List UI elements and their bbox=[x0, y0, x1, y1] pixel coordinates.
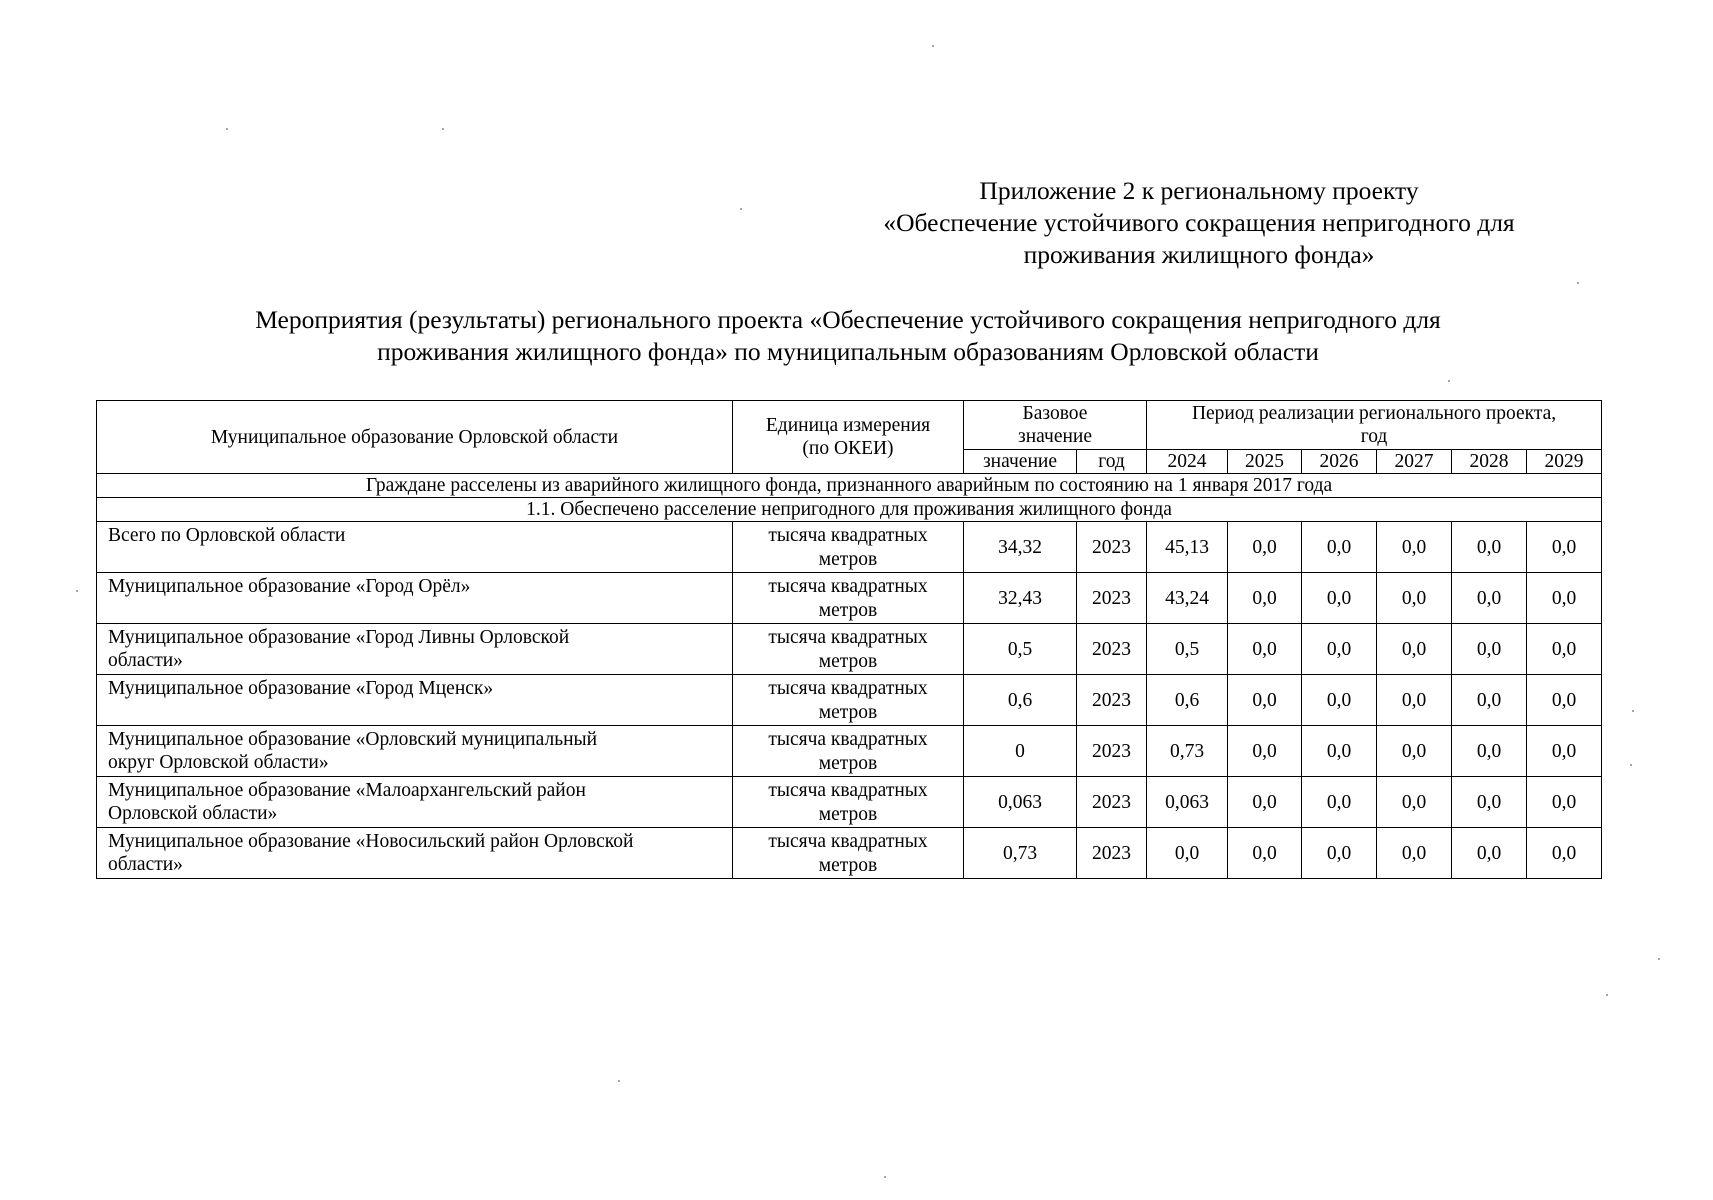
header-year-2027: 2027 bbox=[1377, 450, 1452, 474]
scan-speck bbox=[1632, 710, 1634, 712]
year-value-cell: 0,0 bbox=[1452, 828, 1527, 879]
municipality-name-line: Всего по Орловской области bbox=[108, 525, 346, 546]
base-year-cell: 2023 bbox=[1077, 777, 1147, 828]
municipality-name bbox=[97, 777, 733, 828]
year-value-cell: 0,73 bbox=[1147, 726, 1228, 777]
table-row bbox=[97, 624, 1602, 675]
municipality-name-line: Муниципальное образование «Орловский муниципальный bbox=[108, 729, 598, 750]
year-value-cell: 0,0 bbox=[1527, 522, 1602, 573]
scan-speck bbox=[76, 590, 78, 592]
year-value-cell: 0,0 bbox=[1452, 624, 1527, 675]
subsection-title: 1.1. Обеспечено расселение непригодного для проживания жилищного фонда bbox=[97, 498, 1602, 522]
year-value-cell: 0,0 bbox=[1302, 828, 1377, 879]
municipality-name-line: области» bbox=[108, 854, 183, 875]
year-value-cell: 0,0 bbox=[1377, 726, 1452, 777]
table-row bbox=[97, 828, 1602, 879]
scan-speck bbox=[740, 208, 742, 210]
table-row bbox=[97, 522, 1602, 573]
header-year-2029: 2029 bbox=[1527, 450, 1602, 474]
scan-speck bbox=[1630, 764, 1632, 766]
year-value-cell: 0,063 bbox=[1147, 777, 1228, 828]
header-base: Базовое значение bbox=[964, 401, 1147, 450]
year-value-cell: 0,0 bbox=[1377, 675, 1452, 726]
header-period: Период реализации регионального проекта, год bbox=[1147, 401, 1602, 450]
base-year-cell: 2023 bbox=[1077, 522, 1147, 573]
municipality-name bbox=[97, 522, 733, 573]
base-value-cell: 0,6 bbox=[964, 675, 1077, 726]
year-value-cell: 0,0 bbox=[1302, 675, 1377, 726]
header-year: год bbox=[1077, 450, 1147, 474]
year-value-cell: 0,0 bbox=[1228, 624, 1302, 675]
scan-speck bbox=[932, 45, 934, 47]
municipality-name bbox=[97, 726, 733, 777]
section-row bbox=[97, 474, 1602, 498]
base-year-cell: 2023 bbox=[1077, 675, 1147, 726]
subsection-row bbox=[97, 498, 1602, 522]
year-value-cell: 0,0 bbox=[1147, 828, 1228, 879]
header-value: значение bbox=[964, 450, 1077, 474]
header-row bbox=[97, 401, 1602, 450]
base-value-cell: 34,32 bbox=[964, 522, 1077, 573]
year-value-cell: 0,0 bbox=[1377, 828, 1452, 879]
year-value-cell: 0,0 bbox=[1228, 522, 1302, 573]
base-value-cell: 32,43 bbox=[964, 573, 1077, 624]
base-value-cell: 0 bbox=[964, 726, 1077, 777]
scan-speck bbox=[1606, 994, 1608, 996]
base-value-cell: 0,73 bbox=[964, 828, 1077, 879]
municipality-name-line: округ Орловской области» bbox=[108, 752, 329, 773]
table-row bbox=[97, 675, 1602, 726]
appendix-line: «Обеспечение устойчивого сокращения непригодного для bbox=[883, 208, 1515, 237]
base-value-cell: 0,063 bbox=[964, 777, 1077, 828]
year-value-cell: 0,0 bbox=[1228, 675, 1302, 726]
section-title: Граждане расселены из аварийного жилищного фонда, признанного аварийным по состоянию на 1 января 2017 года bbox=[97, 474, 1602, 498]
year-value-cell: 0,0 bbox=[1302, 624, 1377, 675]
year-value-cell: 0,0 bbox=[1452, 522, 1527, 573]
unit-cell: тысяча квадратных метров bbox=[733, 522, 964, 573]
municipality-name-line: Муниципальное образование «Город Ливны Орловской bbox=[108, 627, 570, 648]
municipality-name-line: Муниципальное образование «Город Орёл» bbox=[108, 576, 471, 597]
year-value-cell: 0,0 bbox=[1527, 828, 1602, 879]
year-value-cell: 0,0 bbox=[1377, 573, 1452, 624]
scan-speck bbox=[884, 1176, 886, 1178]
year-value-cell: 0,0 bbox=[1452, 573, 1527, 624]
municipality-name bbox=[97, 573, 733, 624]
title-line: Мероприятия (результаты) регионального проекта «Обеспечение устойчивого сокращения непригодного для bbox=[255, 305, 1441, 334]
municipality-name-line: Орловской области» bbox=[108, 803, 278, 824]
unit-cell: тысяча квадратных метров bbox=[733, 573, 964, 624]
year-value-cell: 0,0 bbox=[1228, 828, 1302, 879]
unit-cell: тысяча квадратных метров bbox=[733, 675, 964, 726]
appendix-line: Приложение 2 к региональному проекту bbox=[979, 176, 1419, 205]
scan-speck bbox=[1448, 380, 1450, 382]
year-value-cell: 0,0 bbox=[1377, 522, 1452, 573]
unit-cell: тысяча квадратных метров bbox=[733, 726, 964, 777]
title-line: проживания жилищного фонда» по муниципальным образованиям Орловской области bbox=[377, 337, 1319, 366]
table-body bbox=[97, 522, 1602, 879]
appendix-line: проживания жилищного фонда» bbox=[1023, 240, 1375, 269]
unit-cell: тысяча квадратных метров bbox=[733, 828, 964, 879]
header-year-2026: 2026 bbox=[1302, 450, 1377, 474]
municipality-name bbox=[97, 828, 733, 879]
year-value-cell: 0,0 bbox=[1302, 726, 1377, 777]
unit-cell: тысяча квадратных метров bbox=[733, 624, 964, 675]
year-value-cell: 0,6 bbox=[1147, 675, 1228, 726]
base-year-cell: 2023 bbox=[1077, 624, 1147, 675]
year-value-cell: 0,0 bbox=[1452, 675, 1527, 726]
year-value-cell: 0,0 bbox=[1527, 675, 1602, 726]
table-row bbox=[97, 777, 1602, 828]
scan-speck bbox=[442, 128, 444, 130]
year-value-cell: 0,0 bbox=[1527, 624, 1602, 675]
header-year-2028: 2028 bbox=[1452, 450, 1527, 474]
year-value-cell: 0,0 bbox=[1302, 522, 1377, 573]
appendix-note bbox=[819, 175, 1579, 271]
year-value-cell: 0,0 bbox=[1527, 573, 1602, 624]
year-value-cell: 0,0 bbox=[1377, 777, 1452, 828]
year-value-cell: 0,0 bbox=[1377, 624, 1452, 675]
municipality-name-line: Муниципальное образование «Город Мценск» bbox=[108, 678, 494, 699]
year-value-cell: 0,0 bbox=[1527, 777, 1602, 828]
header-year-2025: 2025 bbox=[1228, 450, 1302, 474]
municipality-name-line: Муниципальное образование «Малоархангельский район bbox=[108, 780, 586, 801]
municipality-name bbox=[97, 675, 733, 726]
unit-cell: тысяча квадратных метров bbox=[733, 777, 964, 828]
scan-speck bbox=[1658, 958, 1660, 960]
header-muni: Муниципальное образование Орловской области bbox=[97, 401, 733, 474]
scan-speck bbox=[1577, 282, 1579, 284]
year-value-cell: 0,0 bbox=[1527, 726, 1602, 777]
year-value-cell: 0,0 bbox=[1302, 573, 1377, 624]
year-value-cell: 43,24 bbox=[1147, 573, 1228, 624]
municipality-name-line: Муниципальное образование «Новосильский район Орловской bbox=[108, 831, 634, 852]
document-title bbox=[96, 304, 1600, 368]
scan-speck bbox=[226, 128, 228, 130]
year-value-cell: 0,0 bbox=[1228, 777, 1302, 828]
base-year-cell: 2023 bbox=[1077, 828, 1147, 879]
year-value-cell: 0,0 bbox=[1228, 573, 1302, 624]
municipality-name bbox=[97, 624, 733, 675]
header-unit: Единица измерения (по ОКЕИ) bbox=[733, 401, 964, 474]
municipality-name-line: области» bbox=[108, 650, 183, 671]
base-value-cell: 0,5 bbox=[964, 624, 1077, 675]
measures-table bbox=[96, 400, 1602, 879]
scan-speck bbox=[618, 1080, 620, 1082]
table-row bbox=[97, 726, 1602, 777]
year-value-cell: 0,0 bbox=[1452, 726, 1527, 777]
year-value-cell: 45,13 bbox=[1147, 522, 1228, 573]
header-year-2024: 2024 bbox=[1147, 450, 1228, 474]
year-value-cell: 0,5 bbox=[1147, 624, 1228, 675]
base-year-cell: 2023 bbox=[1077, 573, 1147, 624]
year-value-cell: 0,0 bbox=[1302, 777, 1377, 828]
table-row bbox=[97, 573, 1602, 624]
year-value-cell: 0,0 bbox=[1452, 777, 1527, 828]
year-value-cell: 0,0 bbox=[1228, 726, 1302, 777]
base-year-cell: 2023 bbox=[1077, 726, 1147, 777]
